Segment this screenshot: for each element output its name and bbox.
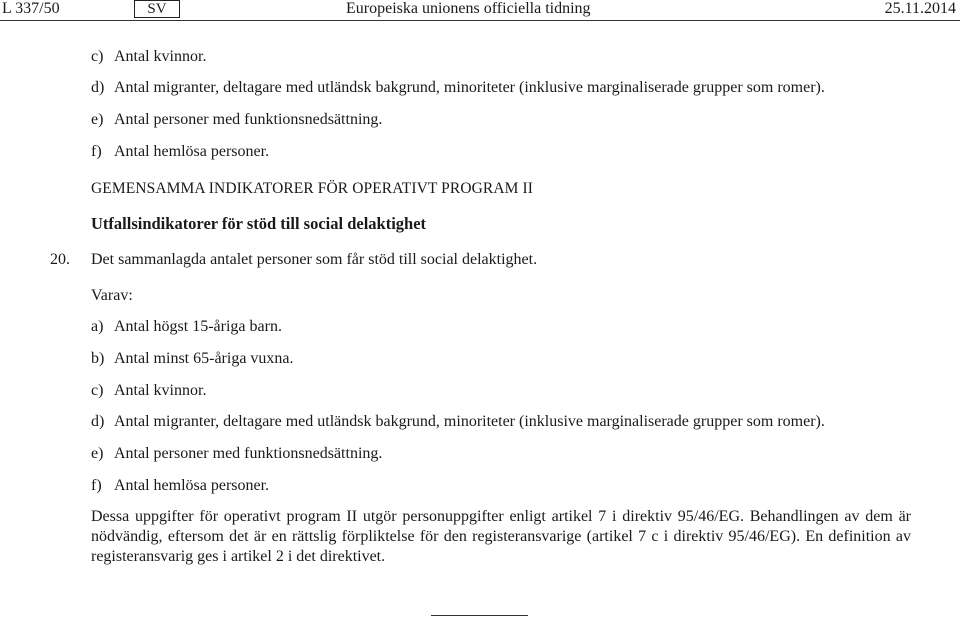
list-item	[91, 48, 206, 66]
list-letter: a)	[91, 318, 104, 335]
list-item	[91, 445, 382, 463]
list-text: Antal personer med funktionsnedsättning.	[114, 111, 383, 128]
list-item	[91, 143, 269, 161]
list-letter: b)	[91, 350, 105, 367]
list-letter: f)	[91, 477, 102, 494]
section-heading: GEMENSAMMA INDIKATORER FÖR OPERATIVT PROGRAM II	[91, 180, 534, 197]
list-item	[91, 350, 294, 368]
list-text: Antal hemlösa personer.	[114, 477, 270, 494]
list-text: Antal migranter, deltagare med utländsk bakgrund, minoriteter (inklusive marginaliserade grupper som romer).	[114, 413, 825, 430]
closing-paragraph: Dessa uppgifter för operativt program II utgör personuppgifter enligt artikel 7 i direktiv 95/46/EG. Behandlingen av dem är nödvändig, eftersom det är en rättslig förpliktelse för den registeransvarige (artikel 7 c i direktiv 95/46/EG). En definition av registeransvarig ges i artikel 2 i det direktivet.	[91, 508, 911, 565]
language-badge: SV	[134, 0, 180, 18]
list-text: Antal kvinnor.	[114, 382, 207, 399]
page-header	[0, 0, 960, 20]
list-item	[91, 382, 206, 400]
list-text: Antal högst 15-åriga barn.	[114, 318, 282, 335]
list-text: Antal migranter, deltagare med utländsk bakgrund, minoriteter (inklusive marginaliserade grupper som romer).	[114, 79, 825, 96]
list-item	[91, 318, 282, 336]
list-item	[91, 111, 382, 129]
list-text: Antal hemlösa personer.	[114, 143, 270, 160]
list-letter: d)	[91, 79, 105, 96]
list-item	[91, 477, 269, 495]
list-text: Antal personer med funktionsnedsättning.	[114, 445, 383, 462]
footnote-separator	[431, 615, 528, 616]
list-letter: e)	[91, 111, 104, 128]
list-letter: c)	[91, 382, 104, 399]
varav-label: Varav:	[91, 287, 133, 304]
list-letter: e)	[91, 445, 104, 462]
item-text: Det sammanlagda antalet personer som får stöd till social delaktighet.	[91, 251, 538, 268]
journal-title: Europeiska unionens officiella tidning	[346, 0, 591, 17]
publication-date: 25.11.2014	[884, 0, 956, 17]
list-text: Antal kvinnor.	[114, 48, 207, 65]
header-rule	[0, 20, 960, 21]
page-label: L 337/50	[2, 0, 60, 17]
list-item	[91, 79, 825, 97]
list-text: Antal minst 65-åriga vuxna.	[114, 350, 294, 367]
list-item	[91, 413, 825, 431]
list-letter: f)	[91, 143, 102, 160]
subheading: Utfallsindikatorer för stöd till social delaktighet	[91, 214, 427, 233]
list-letter: c)	[91, 48, 104, 65]
list-letter: d)	[91, 413, 105, 430]
item-number: 20.	[50, 251, 70, 268]
